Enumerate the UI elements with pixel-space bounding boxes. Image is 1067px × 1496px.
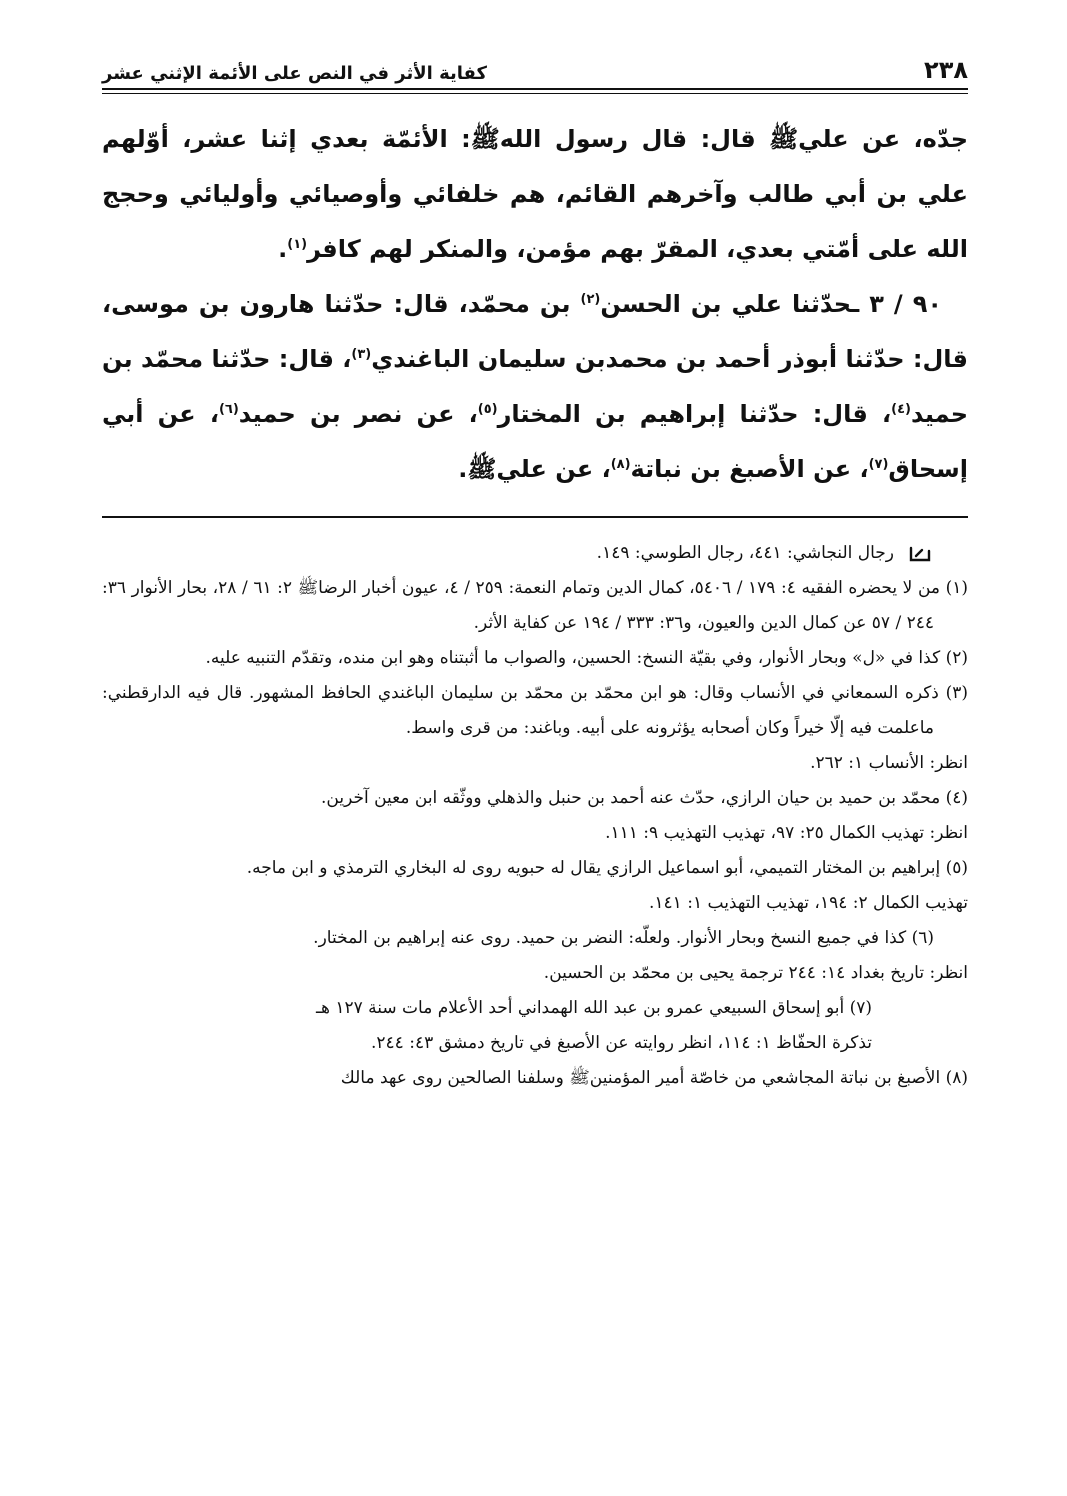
- footnote-marker: (٥): [477, 402, 498, 417]
- paragraph-text: جدّه، عن عليﷺ قال: قال رسول اللهﷺ: الأئمّة بعدي إثنا عشر، أوّلهم علي بن أبي طالب وآخرهم القائم، هم خلفائي وأوصيائي وأوليائي وحجج الله على أمّتي بعدي، المقرّ بهم مؤمن، والمنكر لهم كافر: [102, 125, 968, 263]
- footnote-8: (٨) الأصبغ بن نباتة المجاشعي من خاصّة أمير المؤمنينﷺ وسلفنا الصالحين روى عهد مالك: [340, 1068, 968, 1088]
- footnote-marker: (٤): [891, 402, 911, 417]
- header-rule: [102, 88, 968, 90]
- footnote-6-ref: انظر: تاريخ بغداد ١٤: ٢٤٤ ترجمة يحيى بن محمّد بن الحسين.: [543, 963, 968, 983]
- footnote-4-ref: انظر: تهذيب الكمال ٢٥: ٩٧، تهذيب التهذيب ٩: ١١١.: [605, 823, 968, 843]
- footnote-5-ref: تهذيب الكمال ٢: ١٩٤، تهذيب التهذيب ١: ١٤١.: [649, 893, 968, 913]
- hadith-paragraph: ٩٠ / ٣ ـحدّثنا علي بن الحسن$^{(٢)}$ بن محمّد، قال: حدّثنا هارون بن موسى، قال: حدّثنا أبوذر أحمد بن محمدبن سليمان الباغندي$^{(٣)}$، قال: حدّثنا محمّد بن حميد$^{(٤)}$، قال: حدّثنا إبراهيم بن المختار$^{(٥)}$، عن نصر بن حميد$^{(٦)}$، عن أبي إسحاق$^{(٧)}$، عن الأصبغ بن نباتة$^{(٨)}$، عن عليﷺ.: [102, 290, 968, 483]
- footnote-7: (٧) أبو إسحاق السبيعي عمرو بن عبد الله الهمداني أحد الأعلام مات سنة ١٢٧ هـ: [315, 998, 872, 1018]
- footnote-1: (١) من لا يحضره الفقيه ٤: ١٧٩ / ٥٤٠٦، كمال الدين وتمام النعمة: ٢٥٩ / ٤، عيون أخبار الرضاﷺ ٢: ٦١ / ٢٨، بحار الأنوار ٣٦: ٢٤٤ / ٥٧ عن كمال الدين والعيون، و٣٦: ٣٣٣ / ١٩٤ عن كفاية الأثر.: [102, 578, 968, 633]
- footnote-marker: (٣): [351, 347, 372, 362]
- footnote-7-ref: تذكرة الحفّاظ ١: ١١٤، انظر روايته عن الأصبغ في تاريخ دمشق ٤٣: ٢٤٤.: [370, 1033, 872, 1053]
- main-text: [102, 112, 968, 497]
- footnote-2: (٢) كذا في «ل» وبحار الأنوار، وفي بقيّة النسخ: الحسين، والصواب ما أثبتناه وهو ابن منده، وتقدّم التنبيه عليه.: [205, 648, 968, 668]
- footnote-marker: (٨): [610, 457, 631, 472]
- footnote-marker: (٧): [868, 457, 889, 472]
- paragraph-continuation: جدّه، عن عليﷺ قال: قال رسول اللهﷺ: الأئمّة بعدي إثنا عشر، أوّلهم علي بن أبي طالب وآخرهم القائم، هم خلفائي وأوصيائي وأوليائي وحجج الله على أمّتي بعدي، المقرّ بهم مؤمن، والمنكر لهم كافر$^{(١)}$.: [102, 125, 968, 263]
- marginal-reference-icon: [908, 545, 934, 563]
- footnote-6: (٦) كذا في جميع النسخ وبحار الأنوار. ولعلّه: النضر بن حميد. روى عنه إبراهيم بن المختار.: [313, 928, 934, 948]
- page-header: [102, 40, 968, 84]
- footnote-marker: (٢): [580, 292, 601, 307]
- header-rule-thin: [102, 93, 968, 94]
- footnote-5: (٥) إبراهيم بن المختار التميمي، أبو اسماعيل الرازي يقال له حبويه روى له البخاري الترمذي و ابن ماجه.: [246, 858, 968, 878]
- footnote-separator: [102, 516, 968, 518]
- footnote-reference-line: رجال النجاشي: ٤٤١، رجال الطوسي: ١٤٩.: [102, 536, 968, 571]
- footnote-marker: (٦): [218, 402, 239, 417]
- footnote-3: (٣) ذكره السمعاني في الأنساب وقال: هو ابن محمّد بن محمّد بن سليمان الباغندي الحافظ المشهور. قال فيه الدارقطني: ماعلمت فيه إلّا خيراً وكان أصحابه يؤثرونه على أبيه. وباغند: من قرى واسط.: [102, 683, 968, 738]
- running-title: كفاية الأثر في النص على الأئمة الإثني عشر: [102, 63, 487, 84]
- footnote-4: (٤) محمّد بن حميد بن حيان الرازي، حدّث عنه أحمد بن حنبل والذهلي ووثّقه ابن معين آخرين.: [321, 788, 968, 808]
- footnote-3-ref: انظر: الأنساب ١: ٢٦٢.: [810, 753, 968, 773]
- page-number: ٢٣٨: [924, 56, 968, 84]
- footnotes: [102, 536, 968, 1096]
- footnote-marker: (١): [287, 237, 308, 252]
- hadith-number: ٩٠ / ٣ ـ: [851, 290, 943, 318]
